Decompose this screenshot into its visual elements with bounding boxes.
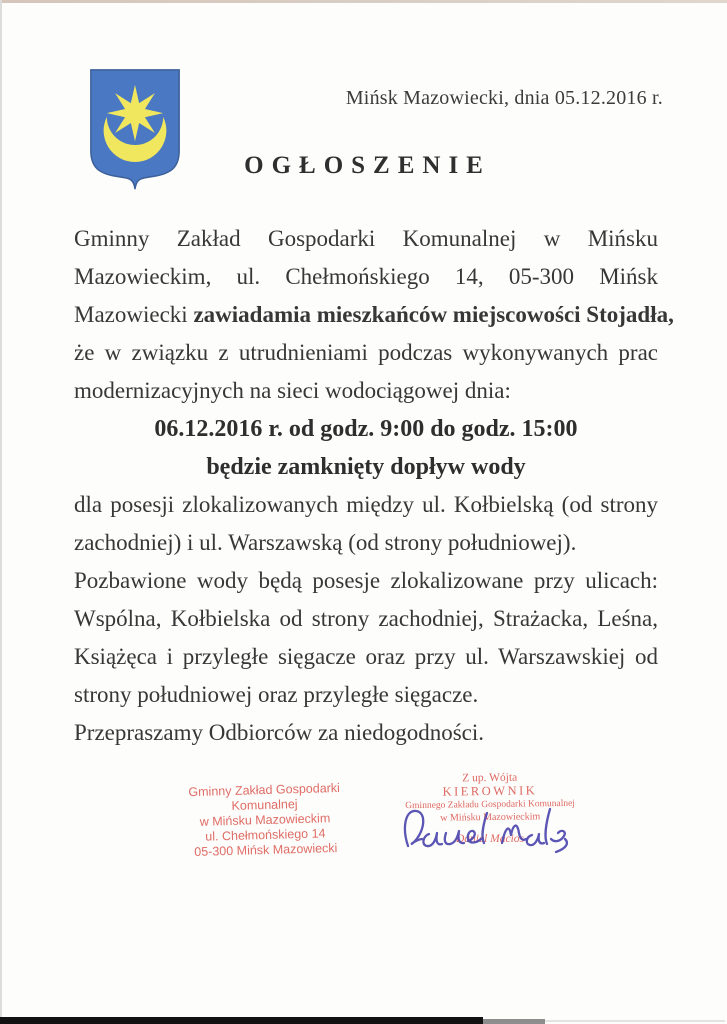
body-segment: Mazowiecki: [74, 302, 194, 327]
stamp-line: Z up. Wójta: [462, 771, 518, 785]
scan-edge-bottom-faint: [545, 1020, 725, 1022]
body-segment: 06.12.2016 r. od godz. 9:00 do godz. 15:00: [154, 416, 578, 442]
scan-edge-bottom-dark: [0, 1017, 483, 1024]
body-line: [74, 486, 658, 524]
manager-stamp-name: Daniel Macios: [455, 833, 525, 845]
body-line: [74, 258, 658, 296]
body-segment: zawiadamia mieszkańców miejscowości Stojadła,: [193, 302, 674, 327]
body-line: [74, 372, 658, 410]
body-segment: Mazowieckim, ul. Chełmońskiego 14, 05-300 Mińsk: [74, 264, 658, 289]
body-segment: Gminny Zakład Gospodarki Komunalnej w Mińsku: [74, 226, 658, 251]
body-segment: będzie zamknięty dopływ wody: [206, 454, 526, 480]
stamp-line: Gminny Zakład Gospodarki Komunalnej: [188, 780, 341, 813]
stamp-line: w Mińsku Mazowieckim: [440, 811, 541, 824]
body-line: [74, 524, 658, 562]
body-line: [74, 296, 674, 334]
body-line: [74, 676, 658, 714]
stamp-line: ul. Chełmońskiego 14: [205, 826, 326, 844]
body-segment: że w związku z utrudnieniami podczas wykonywanych prac: [74, 340, 658, 365]
body-segment: Pozbawione wody będą posesje zlokalizowane przy ulicach:: [74, 568, 658, 593]
page-title: OGŁOSZENIE: [244, 152, 491, 179]
body-segment: dla posesji zlokalizowanych między ul. Kołbielską (od strony: [74, 492, 658, 517]
body-line: [74, 448, 658, 486]
body-line: [74, 334, 658, 372]
body-segment: Wspólna, Kołbielska od strony zachodniej, Strażacka, Leśna,: [74, 606, 658, 631]
body-segment: zachodniej) i ul. Warszawską (od strony południowej).: [74, 530, 577, 555]
star-shape: [107, 85, 163, 141]
body-segment: modernizacyjnych na sieci wodociągowej dnia:: [74, 378, 511, 403]
body-line: [74, 638, 658, 676]
body-line: [74, 562, 658, 600]
body-line: [74, 714, 658, 752]
date-line: Mińsk Mazowiecki, dnia 05.12.2016 r.: [345, 87, 663, 109]
stamp-line: 05-300 Mińsk Mazowiecki: [194, 840, 338, 859]
body-line: [74, 600, 658, 638]
body-line: [74, 410, 658, 448]
stamp-line: KIEROWNIK: [442, 783, 538, 799]
stamp-line: w Mińsku Mazowieckim: [199, 811, 331, 829]
company-stamp: [159, 780, 371, 861]
body-segment: Przepraszamy Odbiorców za niedogodności.: [74, 720, 485, 745]
scan-edge-top: [0, 0, 727, 3]
body-text: [74, 220, 674, 752]
scan-edge-bottom-gray: [483, 1019, 545, 1024]
handwritten-signature-icon: [398, 800, 570, 860]
body-line: [74, 220, 658, 258]
stamp-line: Gminnego Zakładu Gospodarki Komunalnej: [405, 798, 575, 812]
body-segment: strony południowej oraz przyległe sięgacze.: [74, 682, 479, 707]
body-segment: Książęca i przyległe sięgacze oraz przy ul. Warszawskiej od: [74, 644, 658, 669]
